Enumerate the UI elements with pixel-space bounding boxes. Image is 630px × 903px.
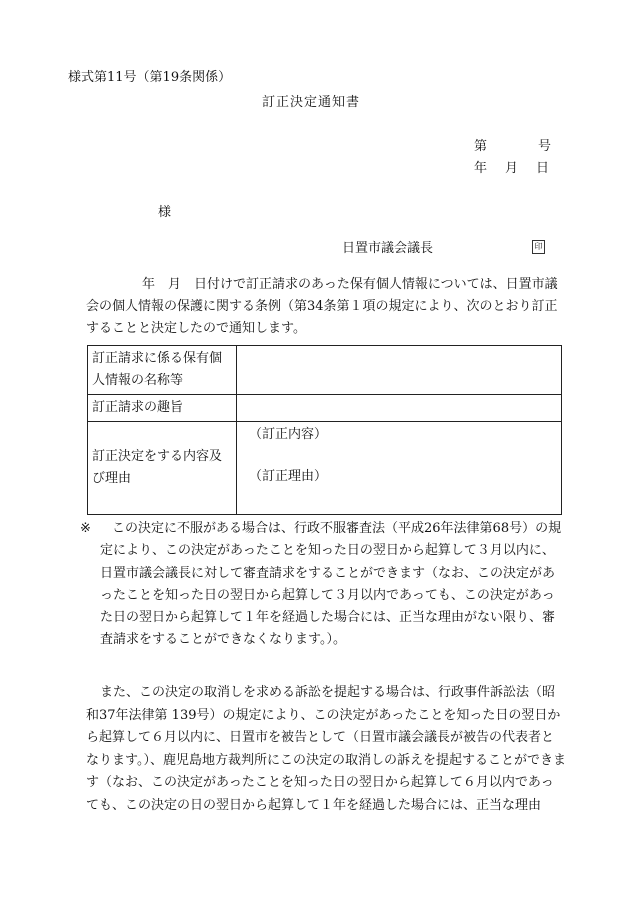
spacer (241, 446, 557, 466)
form-number: 様式第11号（第19条関係） (68, 70, 232, 85)
date-line (474, 162, 549, 175)
row-label-info-name: 訂正請求に係る保有個人情報の名称等 (88, 346, 237, 395)
date-year: 年 (474, 161, 488, 176)
row-value-request-purpose (237, 395, 562, 422)
table-row (88, 395, 562, 422)
correction-content-label: （訂正内容） (249, 427, 328, 442)
correction-info-table (87, 345, 562, 515)
row-label-decision-content: 訂正決定をする内容及び理由 (88, 422, 237, 515)
date-month: 月 (505, 161, 519, 176)
document-number-suffix: 号 (538, 139, 552, 154)
row-label-request-purpose: 訂正請求の趣旨 (88, 395, 237, 422)
correction-reason-label: （訂正理由） (249, 469, 328, 484)
appeal-note (80, 518, 566, 652)
seal-mark: 印 (532, 240, 545, 254)
date-day: 日 (536, 161, 550, 176)
row-value-info-name (237, 346, 562, 395)
intro-paragraph: 年 月 日付けで訂正請求のあった保有個人情報については、日置市議会の個人情報の保護に関する条例（第34条第１項の規定により、次のとおり訂正することと決定したので通知します。 (86, 277, 558, 336)
sender-name: 日置市議会議長 (342, 241, 434, 256)
recipient-honorific: 様 (158, 205, 172, 220)
litigation-paragraph: また、この決定の取消しを求める訴訟を提起する場合は、行政事件訴訟法（昭和37年法律第 139号）の規定により、この決定があったことを知った日の翌日から起算して６月以内に、日置市を被告として（日置市議会議長が被告の代表者となります。）、鹿児島地方裁判所にこの決定の取消しの訴えを提起することができます（なお、この決定があったことを知った日の翌日から起算して６月以内であっても、この決定の日の翌日から起算して１年を経過した場合には、正当な理由 (86, 685, 566, 813)
document-title: 訂正決定通知書 (262, 95, 361, 110)
document-number-label: 第 (474, 139, 488, 154)
note-mark: ※ (80, 521, 91, 536)
row-value-decision-content (237, 422, 562, 515)
table-row (88, 346, 562, 395)
appeal-note-text: この決定に不服がある場合は、行政不服審査法（平成26年法律第68号）の規定により、この決定があったことを知った日の翌日から起算して３月以内に、日置市議会議長に対して審査請求をすることができます（なお、この決定があったことを知った日の翌日から起算して３月以内であっても、この決定があった日の翌日から起算して１年を経過した場合には、正当な理由がない限り、審査請求をすることができなくなります。）。 (100, 521, 562, 648)
table-row (88, 422, 562, 515)
